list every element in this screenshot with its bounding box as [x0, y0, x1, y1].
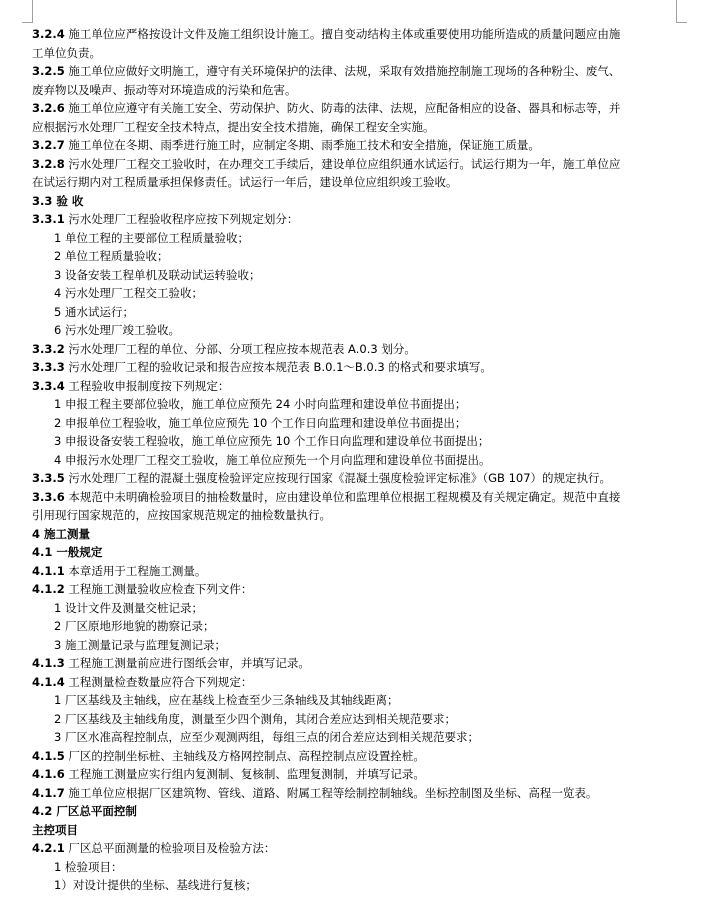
- clause-text: 1 厂区基线及主轴线，应在基线上检查至少三条轴线及其轴线距离；: [54, 693, 399, 707]
- paragraph-line: [32, 25, 674, 44]
- paragraph-line: [32, 839, 674, 858]
- clause-number: 4.1.1: [32, 563, 65, 578]
- clause-text: 工程施工测量验收应检查下列文件：: [64, 582, 253, 596]
- paragraph-line: [32, 469, 674, 488]
- clause-text: 施工单位在冬期、雨季进行施工时，应制定冬期、雨季施工技术和安全措施，保证施工质量。: [64, 138, 540, 152]
- section-heading: [32, 821, 674, 840]
- clause-number: 3.2.6: [32, 101, 65, 115]
- clause-number: 3.3.5: [32, 471, 65, 485]
- clause-text: 3 设备安装工程单机及联动试运转验收；: [54, 267, 261, 282]
- paragraph-line: [32, 636, 674, 655]
- clause-number: 4: [32, 526, 41, 541]
- clause-text: 工程测量检查数量应符合下列规定：: [64, 674, 253, 689]
- clause-text: 施工单位应根据厂区建筑物、管线、道路、附属工程等绘制控制轴线。坐标控制图及坐标、高程一览表。: [64, 785, 598, 800]
- clause-text: 1）对设计提供的坐标、基线进行复核；: [54, 878, 257, 892]
- clause-text: 工程验收申报制度按下列规定：: [64, 378, 230, 393]
- crop-mark-top-right: [676, 0, 687, 23]
- clause-number: 4.1.6: [32, 767, 65, 781]
- clause-number: 4.1.7: [32, 785, 65, 800]
- clause-text: 工程施工测量前应进行图纸会审，并填写记录。: [64, 656, 310, 670]
- clause-number: 3.3: [32, 193, 53, 208]
- clause-number: 4.1: [32, 545, 53, 559]
- paragraph-line: [32, 340, 674, 359]
- clause-text: 3 施工测量记录与监理复测记录；: [54, 637, 226, 652]
- clause-number: 3.2.4: [32, 27, 65, 41]
- paragraph-line: [32, 321, 674, 340]
- clause-text: 工单位负责。: [32, 45, 101, 60]
- clause-number: 4.1.2: [32, 582, 65, 596]
- paragraph-line: [32, 377, 674, 396]
- paragraph-line: [32, 858, 674, 877]
- paragraph-line: [32, 118, 674, 137]
- paragraph-line: [32, 562, 674, 581]
- clause-text: 2 申报单位工程验收，施工单位应预先 10 个工作日向监理和建设单位书面提出；: [54, 415, 467, 430]
- section-heading: [32, 543, 674, 562]
- paragraph-line: [32, 395, 674, 414]
- clause-text: 1 申报工程主要部位验收，施工单位应预先 24 小时向监理和建设单位书面提出；: [54, 397, 467, 411]
- paragraph-line: [32, 358, 674, 377]
- clause-text: 4 污水处理厂工程交工验收；: [54, 286, 203, 300]
- clause-text: 3 申报设备安装工程验收，施工单位应预先 10 个工作日向监理和建设单位书面提出；: [54, 434, 490, 448]
- clause-number: 3.3.2: [32, 341, 65, 356]
- clause-number: 4.2: [32, 804, 53, 818]
- paragraph-line: [32, 210, 674, 229]
- paragraph-line: [32, 654, 674, 673]
- document-body: [32, 25, 674, 895]
- clause-number: 3.2.5: [32, 64, 65, 78]
- paragraph-line: [32, 266, 674, 285]
- paragraph-line: [32, 81, 674, 100]
- clause-text: 污水处理厂工程的混凝土强度检验评定应按现行国家《混凝土强度检验评定标准》（GB 107）的规定执行。: [64, 471, 612, 485]
- paragraph-line: [32, 62, 674, 81]
- clause-text: 2 厂区原地形地貌的勘察记录；: [54, 619, 215, 633]
- paragraph-line: [32, 599, 674, 618]
- paragraph-line: [32, 691, 674, 710]
- paragraph-line: [32, 303, 674, 322]
- clause-number: 3.3.6: [32, 489, 65, 504]
- clause-text: 工程施工测量应实行组内复测制、复核制、监理复测制，并填写记录。: [64, 767, 425, 781]
- paragraph-line: [32, 432, 674, 451]
- clause-number: 3.2.8: [32, 156, 65, 171]
- paragraph-line: [32, 710, 674, 729]
- clause-number: 4.1.5: [32, 748, 65, 763]
- clause-text: 主控项目: [32, 822, 78, 837]
- paragraph-line: [32, 173, 674, 192]
- clause-text: 3 厂区水准高程控制点，应至少观测两组，每组三点的闭合差应达到相关规范要求；: [54, 730, 479, 744]
- clause-text: 6 污水处理厂竣工验收。: [54, 323, 180, 337]
- clause-text: 污水处理厂工程的验收记录和报告应按本规范表 B.0.1～B.0.3 的格式和要求填写。: [64, 360, 492, 374]
- clause-text: 厂区总平面控制: [52, 804, 137, 818]
- paragraph-line: [32, 580, 674, 599]
- clause-text: 在试运行期内对工程质量承担保修责任。试运行一年后，建设单位应组织竣工验收。: [32, 175, 458, 189]
- paragraph-line: [32, 784, 674, 803]
- paragraph-line: [32, 136, 674, 155]
- clause-text: 5 通水试运行；: [54, 304, 134, 319]
- clause-text: 4 申报污水处理厂工程交工验收，施工单位应预先一个月向监理和建设单位书面提出。: [54, 452, 491, 467]
- paragraph-line: [32, 728, 674, 747]
- clause-text: 本规范中未明确检验项目的抽检数量时，应由建设单位和监理单位根据工程规模及有关规定确定。规范中直接: [64, 489, 621, 504]
- clause-text: 污水处理厂工程的单位、分部、分项工程应按本规范表 A.0.3 划分。: [64, 341, 416, 356]
- clause-number: 3.3.3: [32, 360, 65, 374]
- paragraph-line: [32, 506, 674, 525]
- clause-number: 3.3.1: [32, 212, 65, 226]
- clause-text: 污水处理厂工程交工验收时，在办理交工手续后，建设单位应组织通水试运行。试运行期为一年，施工单位应: [64, 156, 621, 171]
- clause-number: 4.2.1: [32, 841, 65, 855]
- clause-text: 施工单位应遵守有关施工安全、劳动保护、防火、防毒的法律、法规，应配备相应的设备、器具和标志等，并: [64, 101, 621, 115]
- paragraph-line: [32, 876, 674, 895]
- clause-text: 施工测量: [40, 526, 91, 541]
- clause-text: 厂区总平面测量的检验项目及检验方法：: [64, 841, 276, 855]
- paragraph-line: [32, 99, 674, 118]
- crop-mark-top-left: [22, 0, 33, 23]
- clause-number: 3.2.7: [32, 138, 65, 152]
- section-heading: [32, 192, 674, 211]
- clause-text: 一般规定: [52, 545, 103, 559]
- clause-text: 应根据污水处理厂工程安全技术特点，提出安全技术措施，确保工程安全实施。: [32, 119, 435, 134]
- clause-number: 4.1.3: [32, 656, 65, 670]
- clause-text: 污水处理厂工程验收程序应按下列规定划分：: [64, 212, 299, 226]
- clause-number: 3.3.4: [32, 378, 65, 393]
- paragraph-line: [32, 284, 674, 303]
- section-heading: [32, 802, 674, 821]
- clause-text: 本章适用于工程施工测量。: [64, 563, 207, 578]
- paragraph-line: [32, 451, 674, 470]
- clause-text: 2 厂区基线及主轴线角度，测量至少四个测角，其闭合差应达到相关规范要求；: [54, 711, 456, 726]
- clause-text: 废弃物以及噪声、振动等对环境造成的污染和危害。: [32, 82, 297, 97]
- clause-text: 1 单位工程的主要部位工程质量验收；: [54, 230, 249, 245]
- paragraph-line: [32, 747, 674, 766]
- paragraph-line: [32, 44, 674, 63]
- clause-number: 4.1.4: [32, 674, 65, 689]
- section-heading: [32, 525, 674, 544]
- paragraph-line: [32, 414, 674, 433]
- paragraph-line: [32, 617, 674, 636]
- paragraph-line: [32, 229, 674, 248]
- clause-text: 施工单位应做好文明施工，遵守有关环境保护的法律、法规，采取有效措施控制施工现场的各种粉尘、废气、: [64, 64, 621, 78]
- paragraph-line: [32, 247, 674, 266]
- clause-text: 引用现行国家规范的，应按国家规范规定的抽检数量执行。: [32, 508, 331, 522]
- paragraph-line: [32, 765, 674, 784]
- paragraph-line: [32, 673, 674, 692]
- clause-text: 1 检验项目：: [54, 859, 123, 874]
- clause-text: 验 收: [52, 193, 84, 208]
- paragraph-line: [32, 155, 674, 174]
- clause-text: 1 设计文件及测量交桩记录；: [54, 600, 203, 615]
- clause-text: 厂区的控制坐标桩、主轴线及方格网控制点、高程控制点应设置拴桩。: [64, 748, 425, 763]
- clause-text: 2 单位工程质量验收；: [54, 249, 169, 263]
- clause-text: 施工单位应严格按设计文件及施工组织设计施工。擅自变动结构主体或重要使用功能所造成的质量问题应由施: [64, 27, 621, 41]
- paragraph-line: [32, 488, 674, 507]
